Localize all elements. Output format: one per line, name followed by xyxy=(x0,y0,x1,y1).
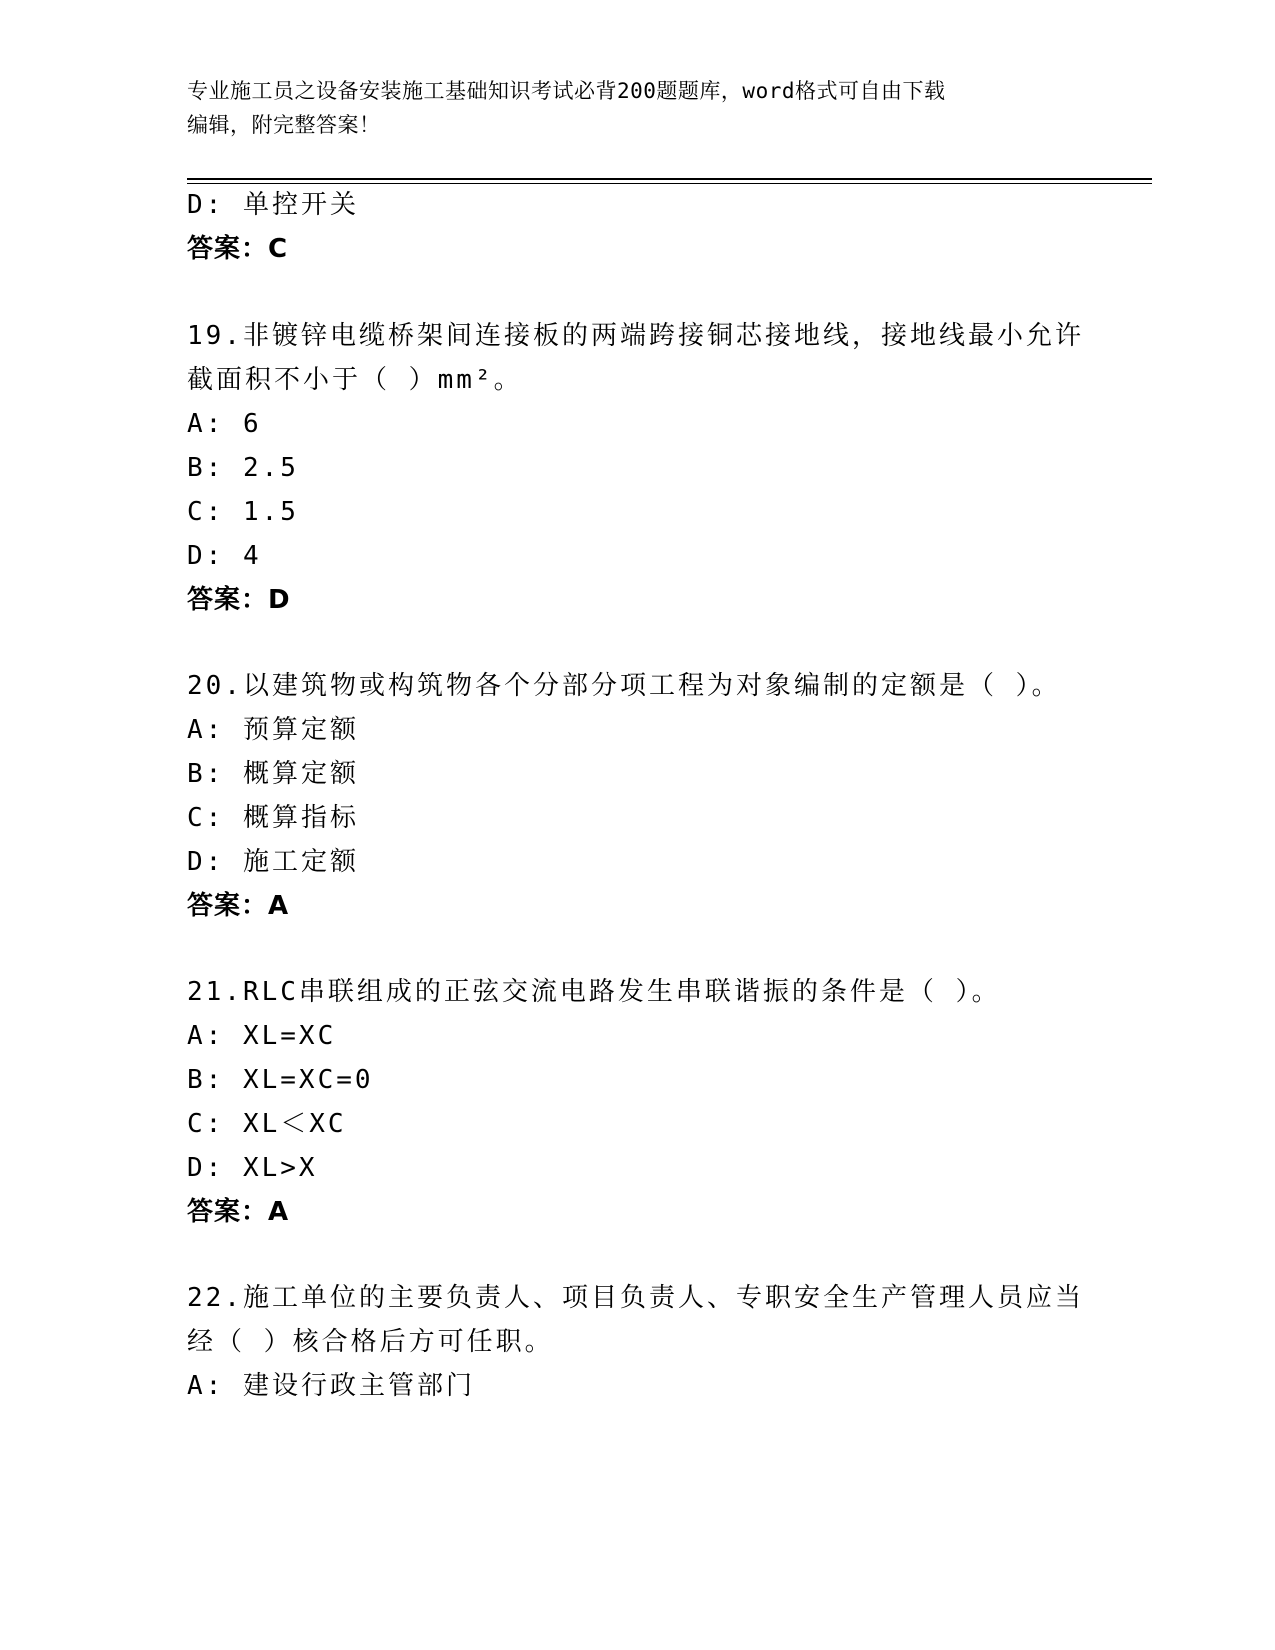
q20-option-a: A: 预算定额 xyxy=(187,715,359,745)
q19-stem-line-2: 截面积不小于（ ）mm²。 xyxy=(187,365,523,395)
q19-option-b: B: 2.5 xyxy=(187,453,299,483)
header-rule-thin xyxy=(187,183,1152,184)
q19-option-d: D: 4 xyxy=(187,541,262,571)
q22-option-a: A: 建设行政主管部门 xyxy=(187,1371,475,1401)
prev-answer: 答案：C xyxy=(187,234,289,264)
q20-answer: 答案：A xyxy=(187,891,290,921)
q19-stem-line-1: 19.非镀锌电缆桥架间连接板的两端跨接铜芯接地线，接地线最小允许 xyxy=(187,321,1084,351)
document-header xyxy=(187,74,1067,142)
q22-stem-line-1: 22.施工单位的主要负责人、项目负责人、专职安全生产管理人员应当 xyxy=(187,1283,1084,1313)
prev-option-d: D: 单控开关 xyxy=(187,190,359,220)
q22-stem-line-2: 经（ ）核合格后方可任职。 xyxy=(187,1327,554,1357)
q21-option-a: A: XL=XC xyxy=(187,1021,337,1051)
q21-option-b: B: XL=XC=0 xyxy=(187,1065,374,1095)
q21-answer: 答案：A xyxy=(187,1197,290,1227)
q20-option-d: D: 施工定额 xyxy=(187,847,359,877)
q21-option-c: C: XL＜XC xyxy=(187,1109,347,1139)
header-rule-thick xyxy=(187,178,1152,180)
q20-option-b: B: 概算定额 xyxy=(187,759,359,789)
q20-stem-line-1: 20.以建筑物或构筑物各个分部分项工程为对象编制的定额是（ ）。 xyxy=(187,671,1061,701)
header-line-1: 专业施工员之设备安装施工基础知识考试必背200题题库，word格式可自由下载 xyxy=(187,79,946,103)
q19-answer: 答案：D xyxy=(187,585,291,615)
q20-option-c: C: 概算指标 xyxy=(187,803,359,833)
q21-option-d: D: XL>X xyxy=(187,1153,318,1183)
q21-stem-line-1: 21.RLC串联组成的正弦交流电路发生串联谐振的条件是（ ）。 xyxy=(187,977,1001,1007)
header-line-2: 编辑，附完整答案！ xyxy=(187,113,381,137)
q19-option-a: A: 6 xyxy=(187,409,262,439)
q19-option-c: C: 1.5 xyxy=(187,497,299,527)
